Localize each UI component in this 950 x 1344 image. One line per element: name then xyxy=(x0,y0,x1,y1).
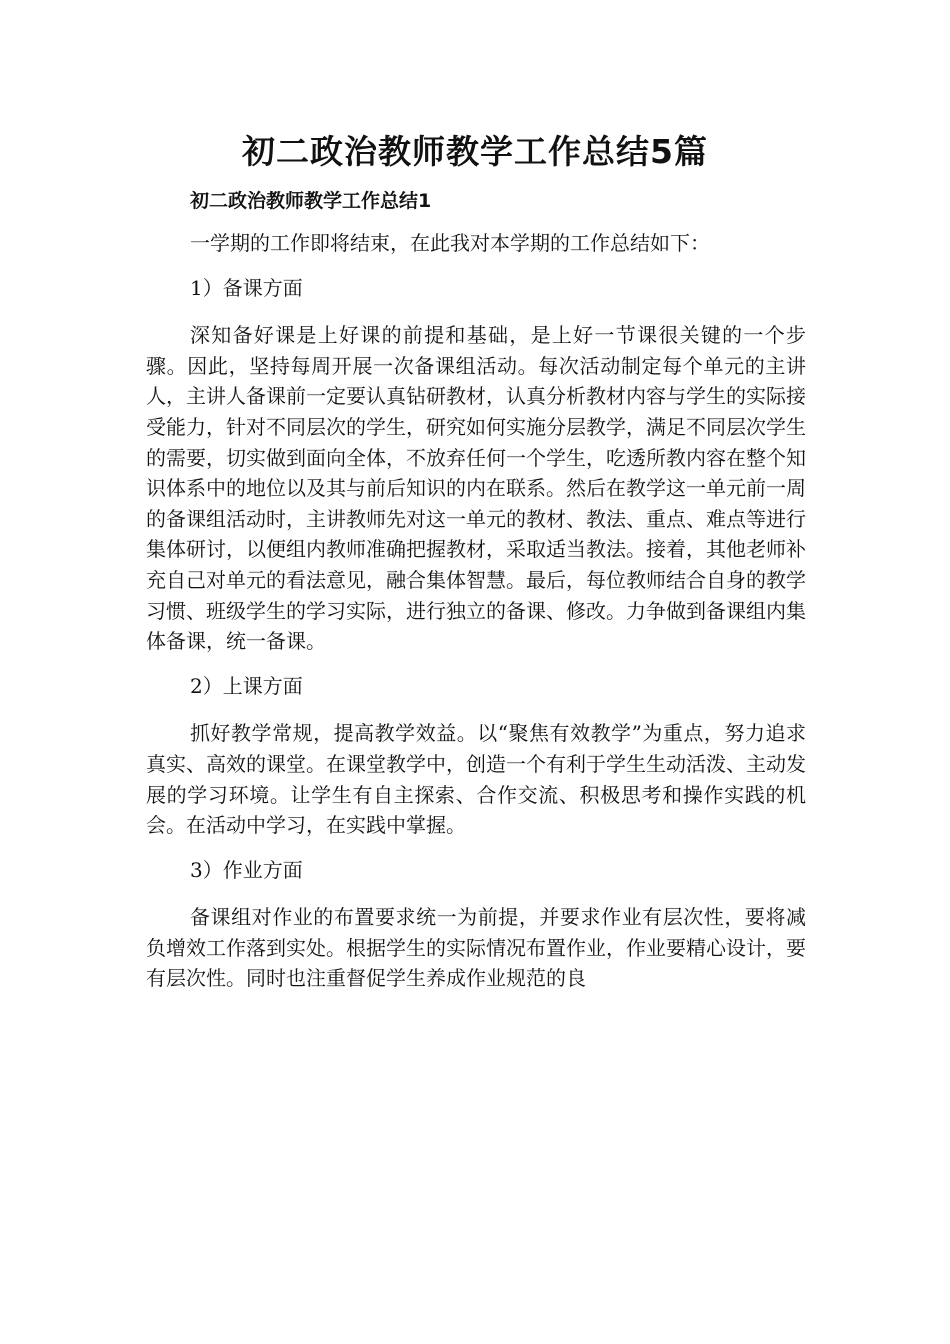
intro-paragraph: 一学期的工作即将结束，在此我对本学期的工作总结如下： xyxy=(190,231,710,255)
section-label-lesson-prep: 1）备课方面 xyxy=(190,275,303,300)
section-label-homework: 3）作业方面 xyxy=(190,857,303,882)
document-body xyxy=(146,186,806,994)
document-title: 初二政治教师教学工作总结5篇 xyxy=(242,132,708,171)
paragraph-homework: 备课组对作业的布置要求统一为前提，并要求作业有层次性，要将减负增效工作落到实处。根据学生的实际情况布置作业，作业要精心设计，要有层次性。同时也注重督促学生养成作业规范的良 xyxy=(146,905,806,991)
section-heading: 初二政治教师教学工作总结1 xyxy=(190,190,432,212)
paragraph-lesson-prep: 深知备好课是上好课的前提和基础，是上好一节课很关键的一个步骤。因此，坚持每周开展一次备课组活动。每次活动制定每个单元的主讲人，主讲人备课前一定要认真钻研教材，认真分析教材内容与学生的实际接受能力，针对不同层次的学生，研究如何实施分层教学，满足不同层次学生的需要，切实做到面向全体，不放弃任何一个学生，吃透所教内容在整个知识体系中的地位以及其与前后知识的内在联系。然后在教学这一单元前一周的备课组活动时，主讲教师先对这一单元的教材、教法、重点、难点等进行集体研讨，以便组内教师准确把握教材，采取适当教法。接着，其他老师补充自己对单元的看法意见，融合集体智慧。最后，每位教师结合自身的教学习惯、班级学生的学习实际，进行独立的备课、修改。力争做到备课组内集体备课，统一备课。 xyxy=(146,323,806,654)
section-label-classes: 2）上课方面 xyxy=(190,673,303,698)
paragraph-classes: 抓好教学常规，提高教学效益。以“聚焦有效教学”为重点，努力追求真实、高效的课堂。在课堂教学中，创造一个有利于学生生动活泼、主动发展的学习环境。让学生有自主探索、合作交流、积极思考和操作实践的机会。在活动中学习，在实践中掌握。 xyxy=(146,721,806,838)
